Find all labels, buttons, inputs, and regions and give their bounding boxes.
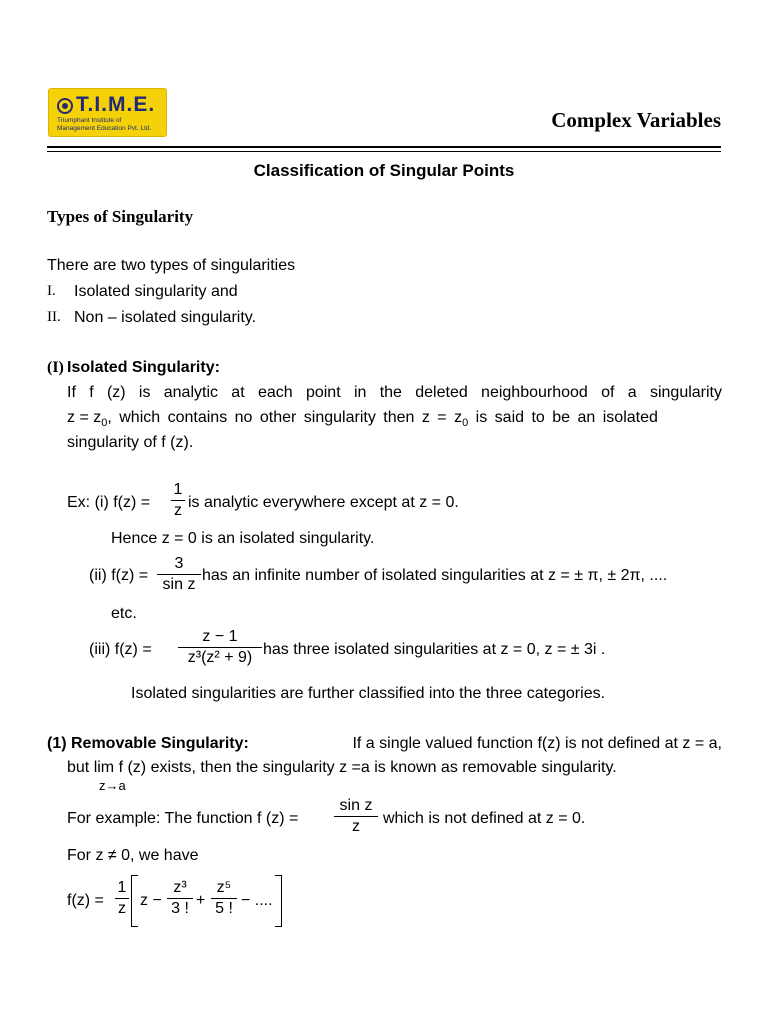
series-term1 (167, 880, 193, 917)
further-text: Isolated singularities are further classified into the three categories. (131, 685, 606, 702)
term2-bar (211, 898, 237, 899)
right-bracket (275, 875, 282, 927)
list-marker-2: II. (47, 309, 61, 325)
example-bar (334, 816, 378, 817)
series-outer-num: 1 (117, 879, 127, 896)
ex1-text: is analytic everywhere except at z = 0. (188, 494, 459, 511)
ex3-label: (iii) f(z) = (89, 641, 152, 658)
ex2-text: has an infinite number of isolated singularities at z = ± π, ± 2π, .... (202, 567, 668, 584)
section-title: Classification of Singular Points (253, 161, 515, 180)
left-bracket (131, 875, 138, 927)
ex3-bar (178, 647, 262, 648)
series-outer-fraction (115, 880, 129, 917)
series-outer-bar (115, 898, 129, 899)
for-z-text: For z ≠ 0, we have (67, 847, 199, 864)
header-rule-thin (47, 151, 721, 152)
ex1-label: Ex: (i) f(z) = (67, 494, 151, 511)
intro-text: There are two types of singularities (47, 257, 296, 274)
ex1-bar (171, 500, 185, 501)
subject-title: Complex Variables (551, 108, 721, 132)
removable-line2: but lim f (z) exists, then the singularity z =a is known as removable singularity. (67, 759, 617, 776)
term2-num: z⁵ (216, 879, 232, 896)
series-plus: + (196, 892, 206, 909)
removable-line1 (47, 735, 722, 753)
isolated-def-line3: singularity of f (z). (67, 434, 194, 451)
example-pre: For example: The function f (z) = (67, 810, 299, 827)
def-sub-b: 0 (462, 417, 469, 430)
gear-logo-icon (57, 98, 73, 114)
series-label: f(z) = (67, 892, 104, 909)
logo-subtext: Triumphant Institute of Management Education Pvt. Ltd. (57, 117, 152, 132)
series-z: z − (140, 892, 162, 909)
isolated-marker (47, 359, 64, 377)
ex2-etc: etc. (111, 605, 137, 622)
def-sub-a: 0 (101, 417, 108, 430)
isolated-heading: Isolated Singularity: (67, 359, 220, 376)
ex3-num: z − 1 (202, 628, 238, 645)
series-dots: − .... (241, 892, 273, 909)
ex1-num: 1 (173, 481, 183, 498)
ex3-den: z³(z² + 9) (187, 649, 253, 666)
logo-text: T.I.M.E. (76, 93, 156, 116)
ex1-fraction (171, 482, 185, 519)
list-item-1: Isolated singularity and (74, 283, 238, 300)
isolated-def-line1: If f (z) is analytic at each point in the deleted neighbourhood of a singularity (67, 384, 722, 401)
ex1-hence: Hence z = 0 is an isolated singularity. (111, 530, 375, 547)
def-end: is said to be an isolated (468, 409, 658, 426)
example-num: sin z (339, 797, 373, 814)
types-heading: Types of Singularity (47, 207, 194, 226)
ex2-label: (ii) f(z) = (89, 567, 149, 584)
ex2-num: 3 (174, 555, 184, 572)
time-logo (48, 88, 167, 137)
ex1-den: z (174, 502, 182, 519)
series-outer-den: z (118, 900, 126, 917)
ex2-fraction (157, 556, 201, 593)
ex3-text: has three isolated singularities at z = 0, z = ± 3i . (263, 641, 606, 658)
term2-den: 5 ! (215, 900, 233, 917)
def-z-eq: z = z (67, 409, 102, 426)
isolated-def-line2 (67, 409, 658, 429)
example-fraction (334, 798, 378, 835)
ex3-fraction (178, 629, 262, 666)
term1-num: z³ (173, 879, 187, 896)
term1-den: 3 ! (171, 900, 189, 917)
series-term2 (211, 880, 237, 917)
example-post: which is not defined at z = 0. (383, 810, 586, 827)
list-marker-1: I. (47, 283, 56, 299)
isolated-marker-text: (I) (47, 359, 64, 376)
ex2-bar (157, 574, 201, 575)
header-rule-thick (47, 146, 721, 148)
removable-heading: (1) Removable Singularity: (47, 735, 249, 752)
term1-bar (167, 898, 193, 899)
ex2-den: sin z (162, 576, 196, 593)
removable-text1: If a single valued function f(z) is not defined at z = a, (352, 735, 722, 752)
def-middle: , which contains no other singularity then z = z (107, 409, 463, 426)
list-item-2: Non – isolated singularity. (74, 309, 257, 326)
example-den: z (352, 818, 360, 835)
lim-subscript: z→a (99, 778, 126, 793)
